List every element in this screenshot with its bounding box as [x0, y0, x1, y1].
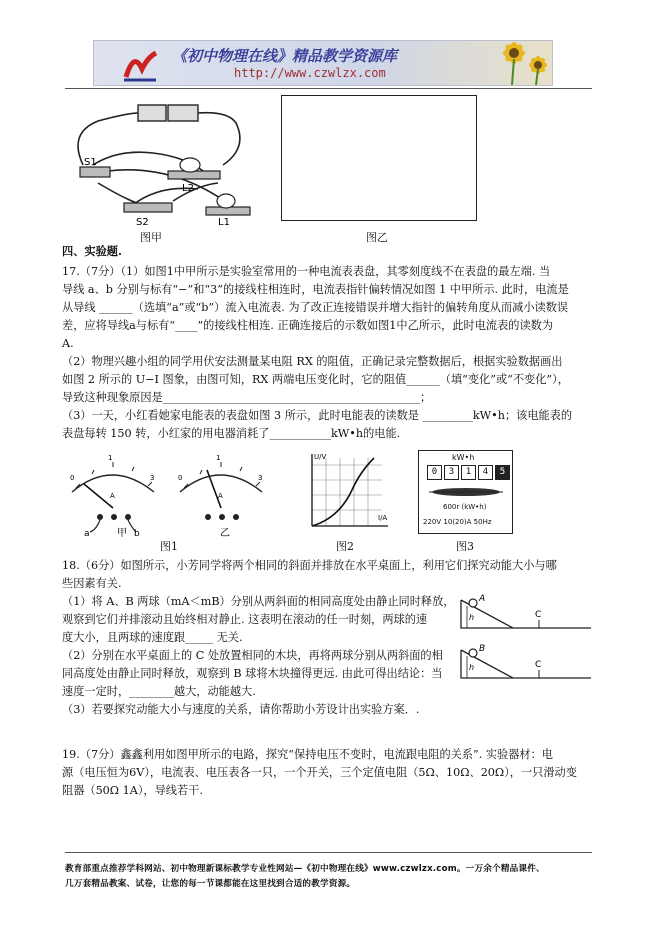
- svg-text:0: 0: [178, 474, 183, 482]
- header-title: 《初中物理在线》精品教学资源库: [172, 47, 398, 65]
- label-l2: L2: [182, 183, 194, 194]
- meter-digit: 4: [478, 465, 493, 480]
- q17-line-4: 差，应将导线a与标有“____”的接线柱相连. 正确连接后的示数如图1中乙所示，此时电流表的读数为: [62, 319, 554, 332]
- figure1-caption: 图1: [160, 540, 178, 553]
- figure3-caption: 图3: [456, 540, 474, 553]
- q18-line-9: （3）若要探究动能大小与速度的关系，请你帮助小芳设计出实验方案．.: [62, 703, 420, 716]
- meter-digit: 0: [427, 465, 442, 480]
- figure3-energy-meter: [418, 450, 513, 534]
- meter-yi-label: 乙: [220, 528, 230, 539]
- logo-icon: [120, 47, 160, 83]
- q18-line-5: 度大小，且两球的速度跟_____ 无关.: [62, 631, 243, 644]
- meter-disc-icon: [427, 485, 505, 499]
- figure2-ui-graph: [294, 450, 394, 535]
- ui-curve: [312, 458, 374, 526]
- q17-line-9: （3）一天，小红看她家电能表的表盘如图 3 所示，此时电能表的读数是 _________kW•h；该电能表的: [62, 409, 573, 422]
- q17-line-7: 如图 2 所示的 U−I 图象，由图可知，RX 两端电压变化时，它的阻值______（填“变化”或“不变化”），: [62, 373, 569, 386]
- header-divider: [65, 88, 592, 89]
- q17-line-3: 从导线 ______（选填“a”或“b”）流入电流表. 为了改正连接错误并增大指针的偏转角度从而减小读数误: [62, 301, 569, 314]
- meter-spec: 220V 10(20)A 50Hz: [423, 518, 492, 526]
- footer-divider: [65, 852, 592, 853]
- figure1-ammeters: [62, 450, 277, 540]
- svg-text:A: A: [110, 492, 115, 500]
- label-c-top: C: [535, 610, 542, 620]
- q17-line-6: （2）物理兴趣小组的同学用伏安法测量某电阻 RX 的阻值，正确记录完整数据后，根据实验数据画出: [62, 355, 563, 368]
- footer-line-1: 教育部重点推荐学科网站、初中物理新课标教学专业性网站—《初中物理在线》www.czwlzx.com。一万余个精品课件、: [65, 864, 545, 874]
- label-l1: L1: [218, 217, 230, 228]
- q17-line-2: 导线 a、b 分别与标有“−”和“3”的接线柱相连时，电流表指针偏转情况如图 1 中甲所示. 此时，电流是: [62, 283, 569, 296]
- svg-text:1: 1: [216, 454, 221, 462]
- q18-line-6: （2）分别在水平桌面上的 C 处放置相同的木块，再将两球分别从两斜面的相: [62, 649, 443, 662]
- figure-yi-frame: [281, 95, 477, 221]
- header-url[interactable]: http://www.czwlzx.com: [234, 66, 386, 80]
- q17-line-8: 导致这种现象原因是______________________________________________；: [62, 391, 432, 404]
- svg-text:0: 0: [70, 474, 75, 482]
- q18-line-1: 18.（6分）如图所示，小芳同学将两个相同的斜面并排放在水平桌面上，利用它们探究动能大小与哪: [62, 559, 557, 572]
- q18-line-2: 些因素有关.: [62, 577, 122, 590]
- label-h-bottom: h: [469, 663, 475, 672]
- q17-line-5: A.: [62, 337, 74, 350]
- q17-line-1: 17.（7分）（1）如图1中甲所示是实验室常用的一种电流表表盘，其零刻度线不在表盘的最左端. 当: [62, 265, 551, 278]
- meter-jia-label: 甲: [117, 528, 127, 539]
- footer-line-2: 几万套精品教案、试卷，让您的每一节课都能在这里找到合适的教学资源。: [65, 879, 356, 889]
- label-s1: S1: [84, 157, 97, 168]
- section-title: 四、实验题.: [62, 244, 122, 258]
- q18-line-7: 同高度处由静止同时释放，观察到 B 球将木块撞得更远. 由此可得出结论：当: [62, 667, 443, 680]
- label-s2: S2: [136, 217, 149, 228]
- figure-yi-caption: 图乙: [366, 231, 388, 244]
- meter-digit: 3: [444, 465, 459, 480]
- label-h-top: h: [469, 613, 475, 622]
- svg-text:A: A: [218, 492, 223, 500]
- q18-line-4: 观察到它们并排滚动且始终相对静止. 这表明在滚动的任一时刻，两球的速: [62, 613, 428, 626]
- fig2-ylabel: U/V: [314, 453, 327, 461]
- figure-jia-caption: 图甲: [140, 231, 162, 244]
- svg-text:1: 1: [108, 454, 113, 462]
- meter-digits: [427, 465, 510, 480]
- q18-line-8: 速度一定时，________越大，动能越大.: [62, 685, 256, 698]
- label-ball-b: B: [479, 644, 486, 654]
- figure-jia-circuit: [58, 93, 268, 228]
- fig2-xlabel: I/A: [378, 514, 388, 522]
- q19-line-2: 源（电压恒为6V），电流表、电压表各一只，一个开关，三个定值电阻（5Ω、10Ω、20Ω），一只滑动变: [62, 766, 577, 779]
- label-a: a: [84, 529, 90, 539]
- q17-line-10: 表盘每转 150 转，小红家的用电器消耗了___________kW•h的电能.: [62, 427, 401, 440]
- svg-text:3: 3: [150, 474, 155, 482]
- label-ball-a: A: [479, 594, 486, 604]
- svg-text:3: 3: [258, 474, 263, 482]
- q18-slopes-figure: [455, 590, 595, 702]
- label-c-bottom: C: [535, 660, 542, 670]
- meter-rate: 600r (kW•h): [443, 503, 487, 511]
- header-banner: [93, 40, 553, 86]
- meter-digit-decimal: 5: [495, 465, 510, 480]
- q19-line-3: 阻器（50Ω 1A），导线若干.: [62, 784, 203, 797]
- label-b: b: [134, 529, 140, 539]
- q19-line-1: 19.（7分）鑫鑫利用如图甲所示的电路，探究“保持电压不变时，电流跟电阻的关系”. 实验器材：电: [62, 748, 553, 761]
- sunflower-icon: [474, 41, 552, 85]
- meter-digit: 1: [461, 465, 476, 480]
- meter-unit: kW•h: [452, 453, 475, 462]
- figure2-caption: 图2: [336, 540, 354, 553]
- q18-line-3: （1）将 A、B 两球（mA＜mB）分别从两斜面的相同高度处由静止同时释放，: [62, 595, 455, 608]
